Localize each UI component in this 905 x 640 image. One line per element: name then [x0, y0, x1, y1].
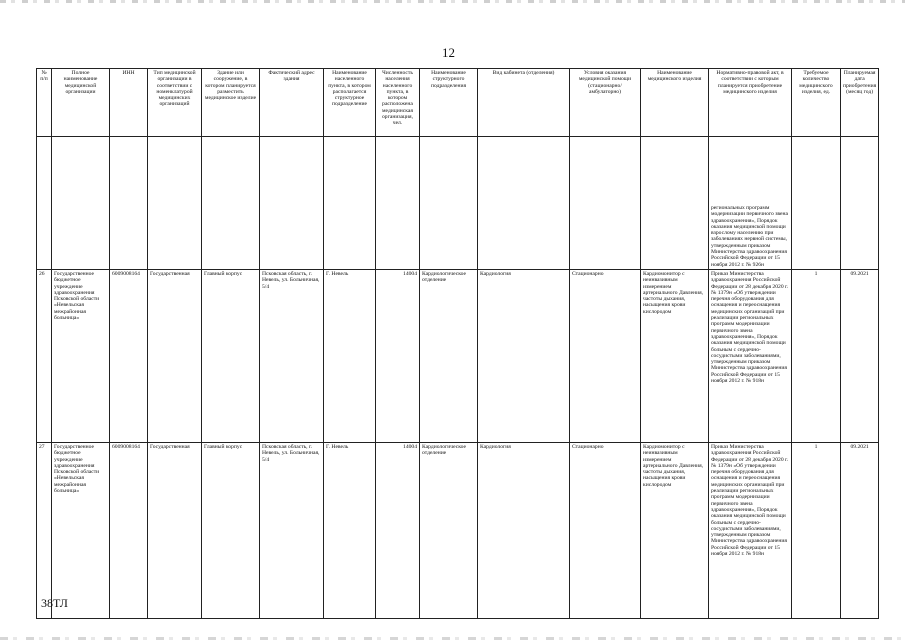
- locality: Г. Невель: [324, 442, 376, 618]
- org-name: Государственное бюджетное учреждение здравоохранения Псковской области «Невельская межрайонная больница»: [52, 269, 110, 442]
- row-number: 26: [37, 269, 52, 442]
- building: Главный корпус: [202, 442, 260, 618]
- structural-unit: Кардиологическое отделение: [420, 442, 478, 618]
- population: 14004: [376, 269, 420, 442]
- header-cell: Нормативно-правовой акт, в соответствии с которым планируется приобретение медицинского изделия: [709, 69, 792, 137]
- header-cell: Наименование структурного подразделения: [420, 69, 478, 137]
- care-conditions: Стационарно: [570, 442, 641, 618]
- legal-act: Приказ Министерства здравоохранения Российской Федерации от 28 декабря 2020 г. № 1379н «Об утверждении перечня оборудования для оснащения и переоснащения медицинских организаций при реализации региональных программ модернизации первичного звена здравоохранения», Порядок оказания медицинской помощи больным с сердечно-сосудистыми заболеваниями, утвержденным приказом Министерства здравоохранения Российской Федерации от 15 ноября 2012 г. № 918н: [709, 269, 792, 442]
- continuation-row: [37, 137, 879, 270]
- continuation-act-text: региональных программ модернизации первичного звена здравоохранения», Порядок оказания медицинской помощи взрослому населению при заболеваниях нервной системы, утвержденным приказом Министерства здравоохранения Российской Федерации от 15 ноября 2012 г. № 926н: [709, 137, 792, 270]
- cabinet-type: Кардиология: [478, 269, 570, 442]
- header-cell: Наименование населенного пункта, в котором располагается структурное подразделение: [324, 69, 376, 137]
- quantity: 1: [792, 269, 841, 442]
- purchase-date: 09.2021: [841, 269, 879, 442]
- header-cell: Полное наименование медицинской организации: [52, 69, 110, 137]
- row-number: 27: [37, 442, 52, 618]
- equipment-table: [36, 68, 879, 619]
- header-cell: Здание или сооружение, в котором планируется разместить медицинское изделие: [202, 69, 260, 137]
- inn: 6009008164: [110, 442, 148, 618]
- care-conditions: Стационарно: [570, 269, 641, 442]
- footer-mark: 38ТЛ: [41, 596, 68, 610]
- inn: 6009008164: [110, 269, 148, 442]
- locality: Г. Невель: [324, 269, 376, 442]
- address: Псковская область, г. Невель, ул. Больничная, 5/4: [260, 442, 324, 618]
- device-name: Кардиомонитор с неинвазивным измерением артериального Давления, частоты дыхания, насыщения крови кислородом: [641, 269, 709, 442]
- org-name: Государственное бюджетное учреждение здравоохранения Псковской области «Невельская межрайонная больница»: [52, 442, 110, 618]
- structural-unit: Кардиологическое отделение: [420, 269, 478, 442]
- table-header-row: [37, 69, 879, 137]
- header-cell: Численность населения населенного пункта, в котором расположена медицинская организация, чел.: [376, 69, 420, 137]
- purchase-date: 09.2021: [841, 442, 879, 618]
- header-cell: № п/п: [37, 69, 52, 137]
- address: Псковская область, г. Невель, ул. Больничная, 5/4: [260, 269, 324, 442]
- header-cell: Вид кабинета (отделения): [478, 69, 570, 137]
- scan-noise-top: [0, 0, 905, 3]
- table-row: [37, 269, 879, 442]
- quantity: 1: [792, 442, 841, 618]
- header-cell: ИНН: [110, 69, 148, 137]
- building: Главный корпус: [202, 269, 260, 442]
- org-type: Государственная: [148, 269, 202, 442]
- header-cell: Условия оказания медицинской помощи (стационарно/ амбулаторно): [570, 69, 641, 137]
- header-cell: Наименование медицинского изделия: [641, 69, 709, 137]
- cabinet-type: Кардиология: [478, 442, 570, 618]
- page-number: 12: [442, 45, 455, 60]
- header-cell: Планируемая дата приобретения (месяц год): [841, 69, 879, 137]
- header-cell: Тип медицинской организации в соответствии с номенклатурой медицинских организаций: [148, 69, 202, 137]
- table-row: [37, 442, 879, 618]
- legal-act: Приказ Министерства здравоохранения Российской Федерации от 28 декабря 2020 г. № 1379н «Об утверждении перечня оборудования для оснащения и переоснащения медицинских организаций при реализации региональных программ модернизации первичного звена здравоохранения», Порядок оказания медицинской помощи больным с сердечно-сосудистыми заболеваниями, утвержденным приказом Министерства здравоохранения Российской Федерации от 15 ноября 2012 г. № 918н: [709, 442, 792, 618]
- header-cell: Требуемое количество медицинского изделия, ед.: [792, 69, 841, 137]
- device-name: Кардиомонитор с неинвазивным измерением артериального Давления, частоты дыхания, насыщения крови кислородом: [641, 442, 709, 618]
- population: 14004: [376, 442, 420, 618]
- org-type: Государственная: [148, 442, 202, 618]
- header-cell: Фактический адрес здания: [260, 69, 324, 137]
